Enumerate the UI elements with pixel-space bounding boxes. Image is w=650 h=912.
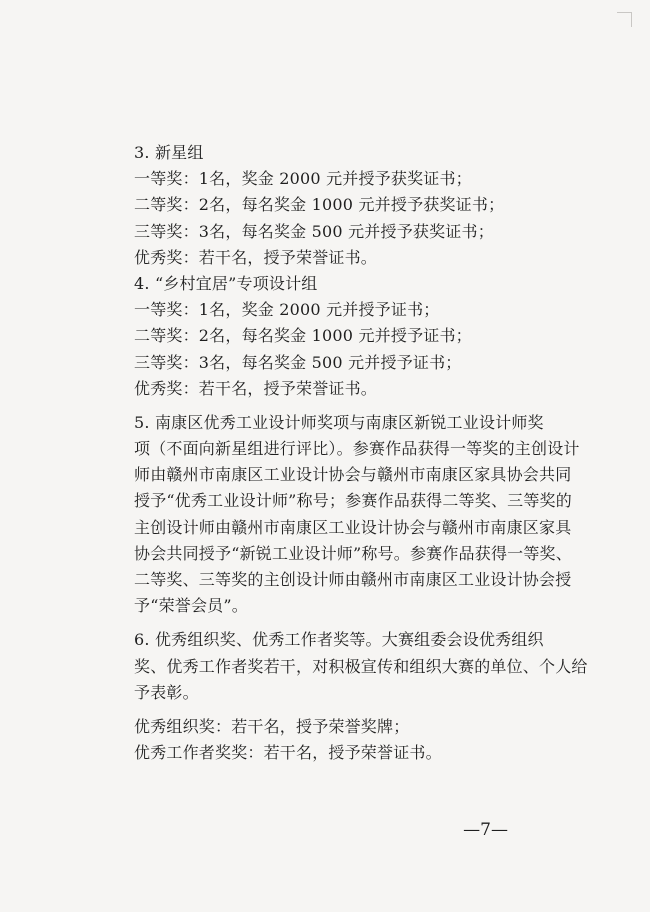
paragraph-line: 二等奖、三等奖的主创设计师由赣州市南康区工业设计协会授: [134, 570, 572, 589]
paragraph-gap: [134, 706, 534, 714]
paragraph-line: 师由赣州市南康区工业设计协会与赣州市南康区家具协会共同: [134, 465, 572, 485]
paragraph-line: 5. 南康区优秀工业设计师奖项与南康区新锐工业设计师奖: [134, 412, 544, 432]
paragraph-gap: [134, 619, 534, 627]
award-line: 一等奖：1名，奖金 2000 元并授予获奖证书；: [134, 169, 472, 189]
page-corner-mark: [617, 12, 632, 27]
paragraph-line: 协会共同授予“新锐工业设计师”称号。参赛作品获得一等奖、: [134, 543, 572, 563]
paragraph-line: 项（不面向新星组进行评比）。参赛作品获得一等奖的主创设计: [134, 439, 580, 459]
award-line: 优秀奖：若干名，授予荣誉证书。: [134, 378, 378, 398]
paragraph-line: 予“荣誉会员”。: [134, 596, 248, 616]
page-number: —7—: [463, 820, 508, 840]
paragraph-line: 予表彰。: [134, 682, 199, 702]
paragraph-line: 奖、优秀工作者奖若干，对积极宣传和组织大赛的单位、个人给: [134, 656, 588, 676]
award-line: 二等奖：2名，每名奖金 1000 元并授予证书；: [134, 326, 472, 346]
section-heading-new-star: 3. 新星组: [134, 143, 204, 162]
award-line: 一等奖：1名，奖金 2000 元并授予证书；: [134, 300, 440, 320]
paragraph-gap: [134, 402, 534, 410]
section-heading-rural-living: 4. “乡村宜居”专项设计组: [134, 273, 318, 293]
paragraph-6: [134, 627, 588, 706]
award-line: 优秀工作者奖奖：若干名，授予荣誉证书。: [134, 743, 442, 763]
award-line: 三等奖：3名，每名奖金 500 元并授予获奖证书；: [134, 221, 494, 241]
award-line: 二等奖：2名，每名奖金 1000 元并授予获奖证书；: [134, 195, 505, 215]
award-line: 优秀奖：若干名，授予荣誉证书。: [134, 247, 378, 267]
document-body: [134, 140, 588, 766]
paragraph-line: 授予“优秀工业设计师”称号；参赛作品获得二等奖、三等奖的: [134, 491, 572, 511]
paragraph-line: 6. 优秀组织奖、优秀工作者奖等。大赛组委会设优秀组织: [134, 630, 544, 650]
award-line: 三等奖：3名，每名奖金 500 元并授予证书；: [134, 352, 462, 372]
paragraph-5: [134, 410, 580, 620]
award-line: 优秀组织奖：若干名，授予荣誉奖牌；: [134, 716, 410, 736]
paragraph-line: 主创设计师由赣州市南康区工业设计协会与赣州市南康区家具: [134, 517, 572, 537]
